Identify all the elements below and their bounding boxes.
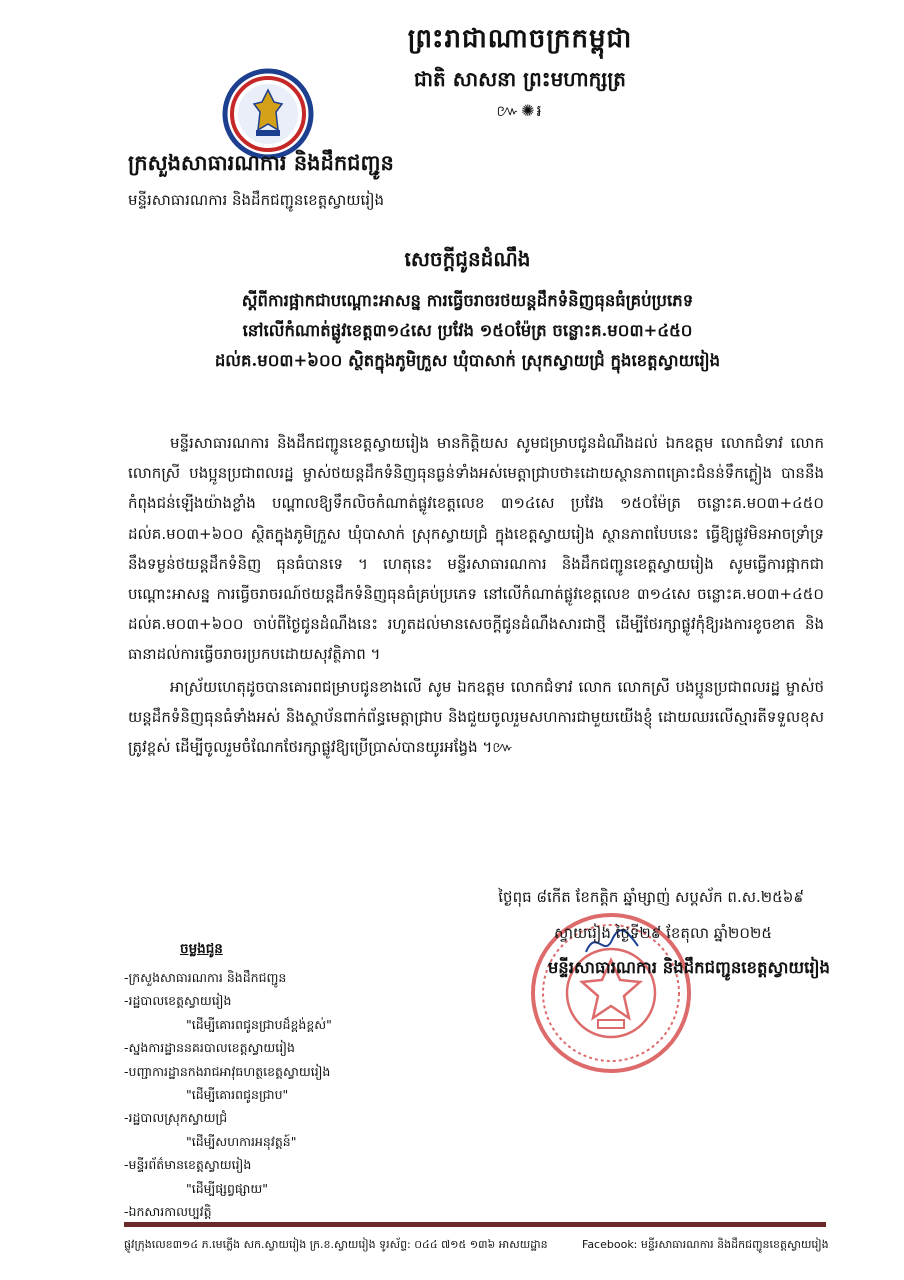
signatory-name: មន្ទីរសាធារណការ និងដឹកជញ្ជូនខេត្តស្វាយរៀង bbox=[547, 958, 830, 977]
carbon-copy-list bbox=[124, 940, 454, 1223]
cc-recipient: -ឯកសារកាលប្បវត្តិ bbox=[124, 1203, 212, 1219]
notice-subject-line-2: នៅលើកំណាត់ផ្លូវខេត្ត៣១៤សេ ប្រវែង ១៥០ម៉ែត្រ ចន្លោះគ.ម០៣+៤៥០ bbox=[242, 321, 693, 340]
footer-divider bbox=[124, 1222, 826, 1227]
notice-title: សេចក្ដីជូនដំណឹង bbox=[404, 247, 531, 271]
department-name: មន្ទីរសាធារណការ និងដឹកជញ្ជូនខេត្តស្វាយរៀង bbox=[128, 191, 385, 209]
lunar-date: ថ្ងៃពុធ ៨កើត ខែកត្តិក ឆ្នាំម្សាញ់ សប្ដស័ក ព.ស.២៥៦៩ bbox=[498, 888, 804, 906]
cc-recipient: -បញ្ជាការដ្ឋានកងរាជអាវុធហត្ថខេត្តស្វាយរៀង bbox=[124, 1063, 331, 1079]
notice-body bbox=[128, 428, 824, 762]
kingdom-title: ព្រះរាជាណាចក្រកម្ពុជា bbox=[407, 24, 633, 54]
cc-purpose-note: "ដើម្បីគោរពជូនជ្រាបដ៏ខ្ពង់ខ្ពស់" bbox=[186, 1016, 332, 1032]
ministry-logo-icon bbox=[222, 68, 314, 160]
cc-purpose-note: "ដើម្បីផ្សព្វផ្សាយ" bbox=[186, 1180, 268, 1196]
cc-heading: ចម្លងជូន bbox=[180, 941, 223, 957]
kingdom-header bbox=[280, 22, 760, 124]
footer-facebook: Facebook: មន្ទីរសាធារណការ និងដឹកជញ្ជូនខេត្តស្វាយរៀង bbox=[582, 1238, 829, 1251]
body-paragraph-2: អាស្រ័យហេតុដូចបានគោរពជម្រាបជូនខាងលើ សូម ឯកឧត្តម លោកជំទាវ លោក លោកស្រី បងប្អូនប្រជាពលរដ្ឋ ម្ចាស់ថយន្តដឹកទំនិញធុនធំទាំងអស់ និងស្ថាប័នពាក់ព័ន្ធមេត្តាជ្រាប និងជួយចូលរួមសហការជាមួយយើងខ្ញុំ ដោយឈរលើស្មារតីទទួលខុសត្រូវខ្ពស់ ដើម្បីចូលរួមចំណែកថែរក្សាផ្លូវឱ្យប្រើប្រាស់បានយូរអង្វែង ។៚ bbox=[128, 677, 824, 757]
cc-recipient: -មន្ទីរព័ត៌មានខេត្តស្វាយរៀង bbox=[124, 1157, 252, 1173]
notice-subject-line-3: ដល់គ.ម០៣+៦០០ ស្ថិតក្នុងភូមិក្រួស ឃុំបាសាក់ ស្រុកស្វាយជ្រំ ក្នុងខេត្តស្វាយរៀង bbox=[214, 351, 721, 370]
cc-recipient: -ក្រសួងសាធារណការ និងដឹកជញ្ជូន bbox=[124, 970, 287, 985]
solar-date: ស្វាយរៀង ថ្ងៃទី២៩ ខែតុលា ឆ្នាំ២០២៥ bbox=[554, 924, 772, 942]
notice-subject-line-1: ស្ដីពីការផ្អាកជាបណ្ដោះអាសន្ន ការធ្វើចរាចរថយន្តដឹកទំនិញធុនធំគ្រប់ប្រភេទ bbox=[241, 291, 694, 310]
cc-recipient: -ស្នងការដ្ឋាននគរបាលខេត្តស្វាយរៀង bbox=[124, 1040, 295, 1056]
notice-heading bbox=[110, 246, 825, 376]
cc-purpose-note: "ដើម្បីគោរពជូនជ្រាប" bbox=[186, 1086, 289, 1102]
kingdom-motto: ជាតិ សាសនា ព្រះមហាក្សត្រ bbox=[414, 67, 626, 91]
ministry-block bbox=[128, 150, 628, 213]
cc-recipient: -រដ្ឋបាលខេត្តស្វាយរៀង bbox=[124, 993, 232, 1009]
footer-address: ផ្លូវក្រុងលេខ៣១៤ ភ.មេភ្លើង សក.ស្វាយរៀង ក្រ.ខ.ស្វាយរៀង ទូរស័ព្ទ: ០៤៤ ៧១៥ ១៣៦ អាសយដ្ឋាន bbox=[124, 1238, 548, 1251]
body-paragraph-1: មន្ទីរសាធារណការ និងដឹកជញ្ជូនខេត្តស្វាយរៀង មានកិត្តិយស សូមជម្រាបជូនដំណឹងដល់ ឯកឧត្តម លោកជំទាវ លោក លោកស្រី បងប្អូនប្រជាពលរដ្ឋ ម្ចាស់ថយន្តដឹកទំនិញធុនធ្ងន់ទាំងអស់មេត្តាជ្រាបថា៖ដោយស្ថានភាពគ្រោះជំនន់ទឹកភ្លៀង បាននឹងកំពុងជន់ឡើងយ៉ាងខ្លាំង បណ្ដាលឱ្យទឹកលិចកំណាត់ផ្លូវខេត្តលេខ ៣១៤សេ ប្រវែង ១៥០ម៉ែត្រ ចន្លោះគ.ម០៣+៤៥០ ដល់គ.ម០៣+៦០០ ស្ថិតក្នុងភូមិក្រួស ឃុំបាសាក់ ស្រុកស្វាយជ្រំ ក្នុងខេត្តស្វាយរៀង ស្ថានភាពបែបនេះ ធ្វើឱ្យផ្លូវមិនអាចទ្រាំទ្រនឹងទម្ងន់ថយន្តដឹកទំនិញ ធុនធំបានទេ ។ ហេតុនេះ មន្ទីរសាធារណការ និងដឹកជញ្ជូនខេត្តស្វាយរៀង សូមធ្វើការផ្អាកជាបណ្ដោះអាសន្ន ការធ្វើចរាចរណ៍ថយន្តដឹកទំនិញធុនធំគ្រប់ប្រភេទ នៅលើកំណាត់ផ្លូវខេត្តលេខ ៣១៤សេ ចន្លោះគ.ម០៣+៤៥០ ដល់គ.ម០៣+៦០០ ចាប់ពីថ្ងៃជូនដំណឹងនេះ រហូតដល់មានសេចក្ដីជូនដំណឹងសារជាថ្មី ដើម្បីថែរក្សាផ្លូវកុំឱ្យរងការខូចខាត និងធានាដល់ការធ្វើចរាចរប្រកបដោយសុវត្ថិភាព ។ bbox=[128, 434, 824, 664]
cc-recipient: -រដ្ឋបាលស្រុកស្វាយជ្រំ bbox=[124, 1110, 228, 1126]
ministry-name: ក្រសួងសាធារណការ និងដឹកជញ្ជូន bbox=[128, 150, 394, 175]
date-signature-block bbox=[400, 888, 830, 982]
cc-purpose-note: "ដើម្បីសហការអនុវត្តន៍" bbox=[186, 1133, 297, 1149]
kingdom-ornament: ៚✺៛ bbox=[496, 101, 544, 120]
